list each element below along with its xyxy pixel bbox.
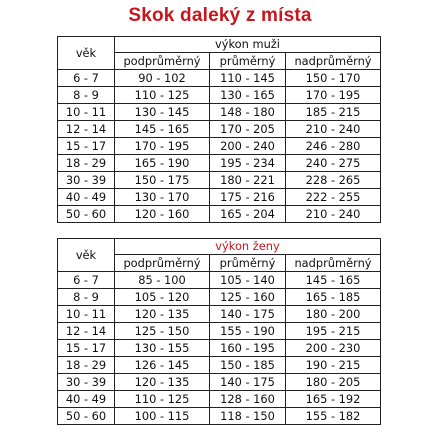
avg-cell: 140 - 175 (210, 306, 286, 323)
men-age-header: věk (58, 37, 115, 70)
avg-cell: 175 - 216 (210, 189, 286, 206)
table-row (58, 104, 381, 121)
age-cell: 18 - 29 (58, 155, 115, 172)
below-avg-cell: 130 - 145 (115, 104, 210, 121)
avg-cell: 165 - 204 (210, 206, 286, 223)
below-avg-cell: 85 - 100 (115, 272, 210, 289)
table-row (58, 155, 381, 172)
age-cell: 40 - 49 (58, 391, 115, 408)
above-avg-cell: 165 - 185 (286, 289, 381, 306)
above-avg-cell: 190 - 215 (286, 357, 381, 374)
women-col-avg: průměrný (210, 255, 286, 272)
women-table-body (58, 239, 381, 425)
above-avg-cell: 145 - 165 (286, 272, 381, 289)
below-avg-cell: 170 - 195 (115, 138, 210, 155)
below-avg-cell: 120 - 135 (115, 374, 210, 391)
age-cell: 6 - 7 (58, 70, 115, 87)
age-cell: 15 - 17 (58, 340, 115, 357)
above-avg-cell: 155 - 182 (286, 408, 381, 425)
women-norms-table (57, 238, 381, 425)
page-title: Skok daleký z místa (128, 5, 312, 26)
avg-cell: 130 - 165 (210, 87, 286, 104)
table-row (58, 206, 381, 223)
below-avg-cell: 145 - 165 (115, 121, 210, 138)
below-avg-cell: 165 - 190 (115, 155, 210, 172)
table-row (58, 272, 381, 289)
avg-cell: 105 - 140 (210, 272, 286, 289)
women-section-header: výkon ženy (115, 239, 381, 255)
avg-cell: 170 - 205 (210, 121, 286, 138)
avg-cell: 140 - 175 (210, 374, 286, 391)
above-avg-cell: 170 - 195 (286, 87, 381, 104)
men-col-above-avg: nadprůměrný (286, 53, 381, 70)
age-cell: 12 - 14 (58, 121, 115, 138)
age-cell: 30 - 39 (58, 374, 115, 391)
age-cell: 50 - 60 (58, 206, 115, 223)
avg-cell: 110 - 145 (210, 70, 286, 87)
age-cell: 10 - 11 (58, 104, 115, 121)
table-row (58, 172, 381, 189)
avg-cell: 148 - 180 (210, 104, 286, 121)
age-cell: 8 - 9 (58, 87, 115, 104)
above-avg-cell: 200 - 230 (286, 340, 381, 357)
table-row (58, 357, 381, 374)
table-row (58, 408, 381, 425)
below-avg-cell: 105 - 120 (115, 289, 210, 306)
below-avg-cell: 126 - 145 (115, 357, 210, 374)
above-avg-cell: 210 - 240 (286, 206, 381, 223)
age-cell: 8 - 9 (58, 289, 115, 306)
table-row (58, 306, 381, 323)
avg-cell: 150 - 185 (210, 357, 286, 374)
table-row (58, 323, 381, 340)
age-cell: 30 - 39 (58, 172, 115, 189)
men-norms-table (57, 36, 381, 223)
men-table-body (58, 37, 381, 223)
below-avg-cell: 90 - 102 (115, 70, 210, 87)
table-row (58, 138, 381, 155)
table-row (58, 391, 381, 408)
age-cell: 6 - 7 (58, 272, 115, 289)
below-avg-cell: 120 - 160 (115, 206, 210, 223)
avg-cell: 125 - 160 (210, 289, 286, 306)
men-section-header: výkon muži (115, 37, 381, 53)
above-avg-cell: 185 - 215 (286, 104, 381, 121)
table-row (58, 340, 381, 357)
above-avg-cell: 222 - 255 (286, 189, 381, 206)
avg-cell: 195 - 234 (210, 155, 286, 172)
above-avg-cell: 180 - 200 (286, 306, 381, 323)
above-avg-cell: 180 - 205 (286, 374, 381, 391)
avg-cell: 200 - 240 (210, 138, 286, 155)
age-cell: 10 - 11 (58, 306, 115, 323)
age-cell: 12 - 14 (58, 323, 115, 340)
table-row (58, 374, 381, 391)
avg-cell: 160 - 195 (210, 340, 286, 357)
table-row (58, 289, 381, 306)
women-col-below-avg: podprůměrný (115, 255, 210, 272)
women-col-above-avg: nadprůměrný (286, 255, 381, 272)
avg-cell: 118 - 150 (210, 408, 286, 425)
below-avg-cell: 130 - 155 (115, 340, 210, 357)
below-avg-cell: 130 - 170 (115, 189, 210, 206)
avg-cell: 128 - 160 (210, 391, 286, 408)
above-avg-cell: 165 - 192 (286, 391, 381, 408)
table-row (58, 87, 381, 104)
above-avg-cell: 228 - 265 (286, 172, 381, 189)
avg-cell: 155 - 190 (210, 323, 286, 340)
men-header-row (58, 37, 381, 53)
above-avg-cell: 150 - 170 (286, 70, 381, 87)
below-avg-cell: 125 - 150 (115, 323, 210, 340)
table-row (58, 121, 381, 138)
below-avg-cell: 150 - 175 (115, 172, 210, 189)
below-avg-cell: 120 - 135 (115, 306, 210, 323)
men-col-below-avg: podprůměrný (115, 53, 210, 70)
women-age-header: věk (58, 239, 115, 272)
above-avg-cell: 240 - 275 (286, 155, 381, 172)
women-header-row (58, 239, 381, 255)
table-row (58, 70, 381, 87)
age-cell: 40 - 49 (58, 189, 115, 206)
below-avg-cell: 100 - 115 (115, 408, 210, 425)
avg-cell: 180 - 221 (210, 172, 286, 189)
below-avg-cell: 110 - 125 (115, 391, 210, 408)
table-row (58, 189, 381, 206)
above-avg-cell: 246 - 280 (286, 138, 381, 155)
below-avg-cell: 110 - 125 (115, 87, 210, 104)
age-cell: 15 - 17 (58, 138, 115, 155)
above-avg-cell: 195 - 215 (286, 323, 381, 340)
age-cell: 50 - 60 (58, 408, 115, 425)
men-col-avg: průměrný (210, 53, 286, 70)
age-cell: 18 - 29 (58, 357, 115, 374)
above-avg-cell: 210 - 240 (286, 121, 381, 138)
